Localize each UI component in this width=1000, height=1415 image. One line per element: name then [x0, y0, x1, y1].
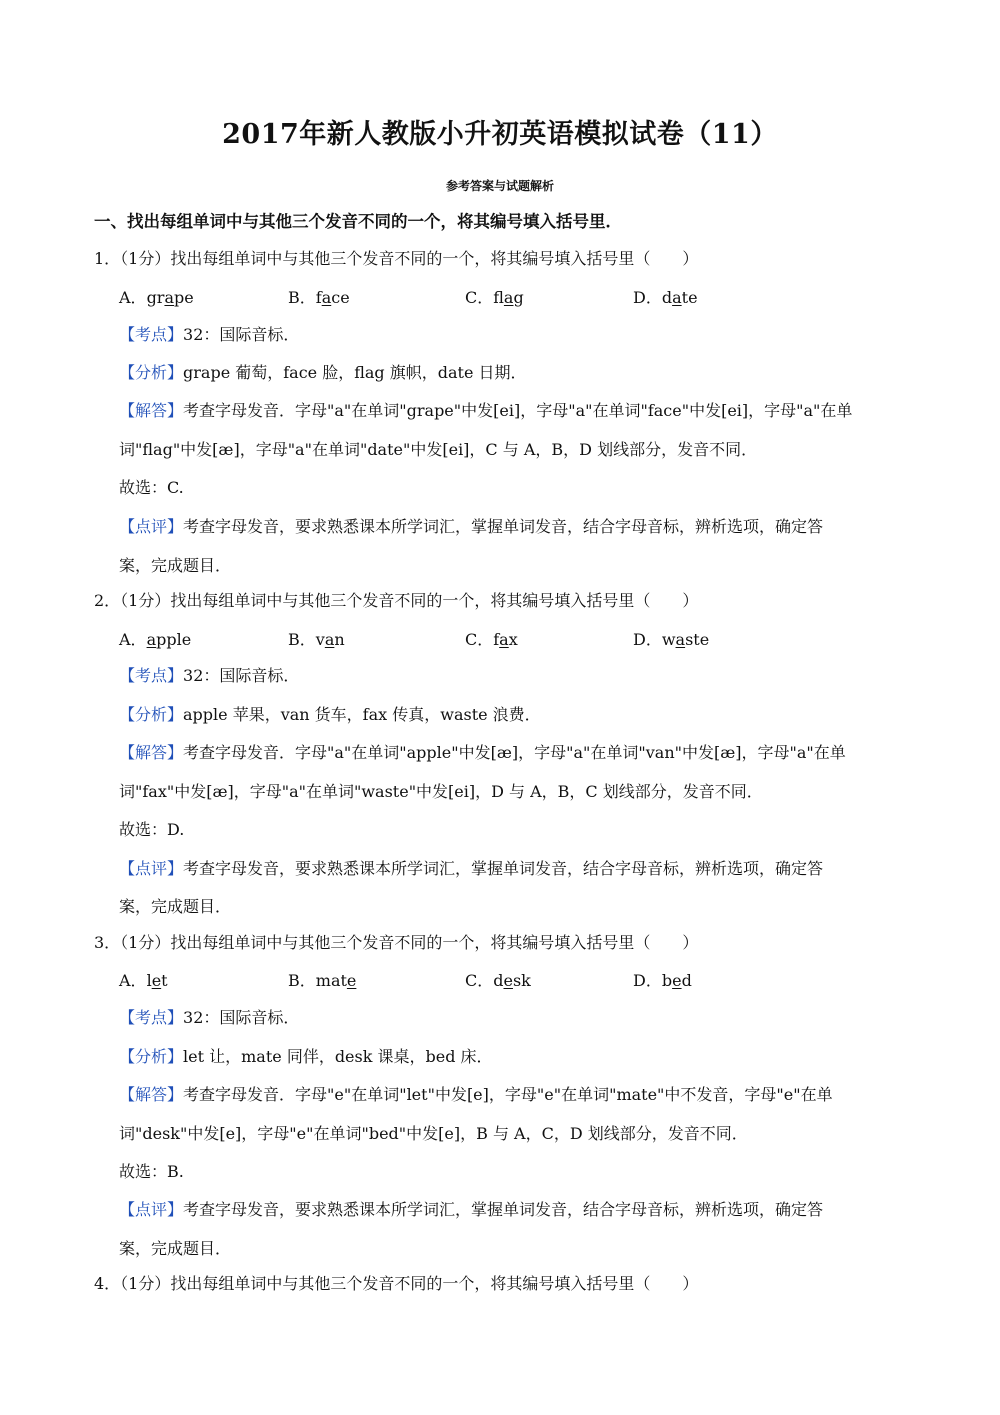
option-d: D．bed: [633, 971, 692, 990]
kaodian-label: 【考点】: [119, 325, 184, 344]
kaodian-label: 【考点】: [119, 666, 184, 685]
kaodian-line: 【考点】32：国际音标．: [119, 325, 300, 344]
jieda-label: 【解答】: [119, 743, 184, 762]
jieda-line-2: 词"desk"中发[e]，字母"e"在单词"bed"中发[e]，B 与 A，C，D 划线部分，发音不同．: [119, 1124, 748, 1143]
answer-line: 故选：B.: [119, 1162, 184, 1181]
page-subtitle: 参考答案与试题解析: [445, 179, 554, 193]
option-d: D．waste: [633, 630, 710, 649]
fenxi-label: 【分析】: [119, 1047, 184, 1066]
fenxi-label: 【分析】: [119, 363, 184, 382]
jieda-label: 【解答】: [119, 401, 184, 420]
dianping-line: 【点评】考查字母发音，要求熟悉课本所学词汇，掌握单词发音，结合字母音标，辨析选项，确定答: [119, 859, 824, 878]
option-b: B．van: [288, 630, 345, 649]
dianping-line: 【点评】考查字母发音，要求熟悉课本所学词汇，掌握单词发音，结合字母音标，辨析选项，确定答: [119, 517, 824, 536]
question-stem: 1．（1分）找出每组单词中与其他三个发音不同的一个，将其编号填入括号里（ ）: [94, 249, 699, 268]
dianping-line: 【点评】考查字母发音，要求熟悉课本所学词汇，掌握单词发音，结合字母音标，辨析选项，确定答: [119, 1200, 824, 1219]
jieda-line: 【解答】考查字母发音．字母"e"在单词"let"中发[e]，字母"e"在单词"mate"中不发音，字母"e"在单: [119, 1085, 833, 1104]
option-c: C．flag: [465, 288, 524, 307]
answer-line: 故选：D.: [119, 820, 185, 839]
option-b: B．mate: [288, 971, 357, 990]
dianping-line-2: 案，完成题目．: [119, 897, 232, 916]
jieda-line: 【解答】考查字母发音．字母"a"在单词"apple"中发[æ]，字母"a"在单词"van"中发[æ]，字母"a"在单: [119, 743, 846, 762]
kaodian-line: 【考点】32：国际音标．: [119, 1008, 300, 1027]
kaodian-line: 【考点】32：国际音标．: [119, 666, 300, 685]
dianping-line-2: 案，完成题目．: [119, 1239, 232, 1258]
jieda-line: 【解答】考查字母发音．字母"a"在单词"grape"中发[ei]，字母"a"在单词"face"中发[ei]，字母"a"在单: [119, 401, 853, 420]
dianping-label: 【点评】: [119, 859, 184, 878]
section-heading: 一、找出每组单词中与其他三个发音不同的一个，将其编号填入括号里．: [94, 212, 622, 231]
option-c: C．desk: [465, 971, 531, 990]
question-stem: 3．（1分）找出每组单词中与其他三个发音不同的一个，将其编号填入括号里（ ）: [94, 933, 699, 952]
question-stem: 2．（1分）找出每组单词中与其他三个发音不同的一个，将其编号填入括号里（ ）: [94, 591, 699, 610]
question-stem: 4．（1分）找出每组单词中与其他三个发音不同的一个，将其编号填入括号里（ ）: [94, 1274, 699, 1293]
option-a: A．let: [119, 971, 168, 990]
option-d: D．date: [633, 288, 698, 307]
page-title: 2017年新人教版小升初英语模拟试卷（11）: [222, 119, 778, 150]
dianping-label: 【点评】: [119, 1200, 184, 1219]
dianping-line-2: 案，完成题目．: [119, 556, 232, 575]
jieda-line-2: 词"fax"中发[æ]，字母"a"在单词"waste"中发[ei]，D 与 A，B，C 划线部分，发音不同．: [119, 782, 763, 801]
kaodian-label: 【考点】: [119, 1008, 184, 1027]
option-b: B．face: [288, 288, 350, 307]
answer-line: 故选：C.: [119, 478, 184, 497]
jieda-label: 【解答】: [119, 1085, 184, 1104]
fenxi-line: 【分析】let 让，mate 同伴，desk 课桌，bed 床．: [119, 1047, 493, 1066]
jieda-line-2: 词"flag"中发[æ]，字母"a"在单词"date"中发[ei]，C 与 A，B，D 划线部分，发音不同．: [119, 440, 758, 459]
fenxi-line: 【分析】grape 葡萄，face 脸，flag 旗帜，date 日期．: [119, 363, 527, 382]
option-a: A．apple: [119, 630, 192, 649]
option-a: A．grape: [119, 288, 194, 307]
fenxi-line: 【分析】apple 苹果，van 货车，fax 传真，waste 浪费．: [119, 705, 541, 724]
option-c: C．fax: [465, 630, 518, 649]
fenxi-label: 【分析】: [119, 705, 184, 724]
dianping-label: 【点评】: [119, 517, 184, 536]
